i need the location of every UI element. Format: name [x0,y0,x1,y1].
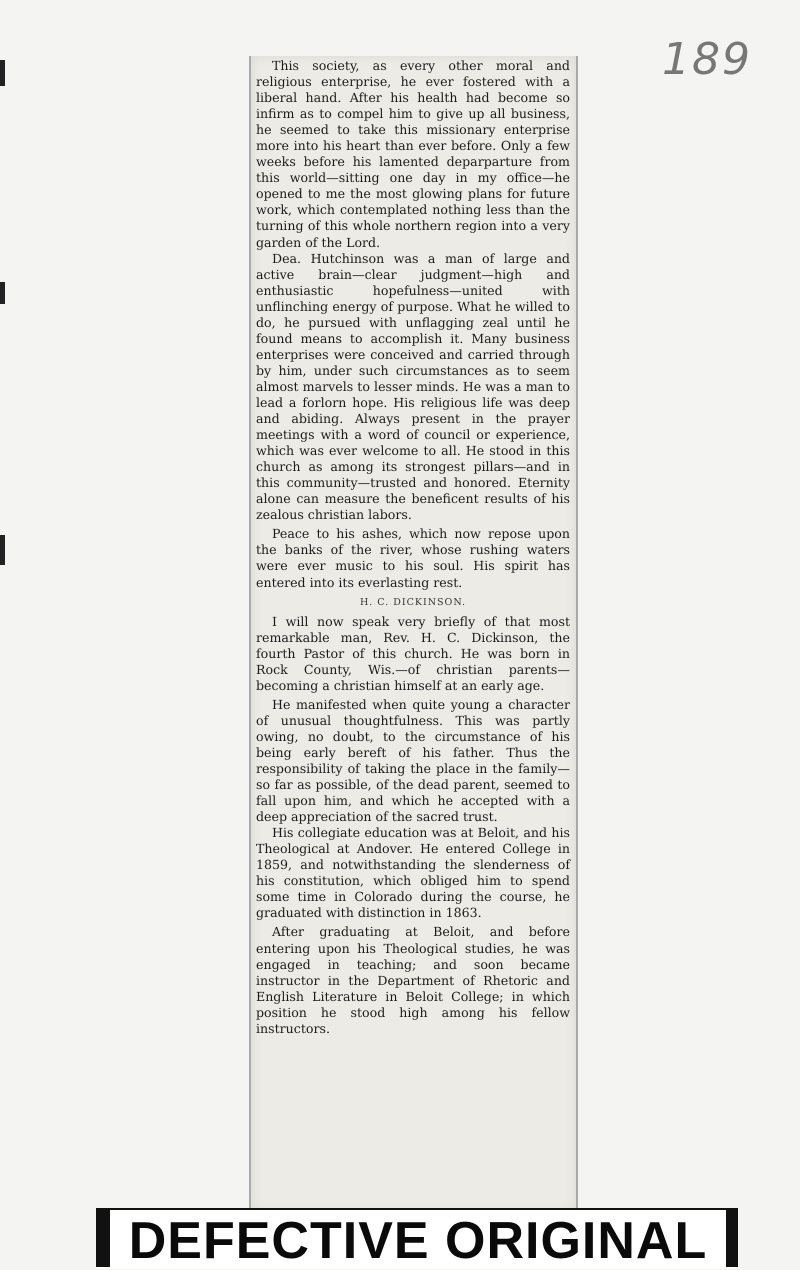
stamp-edge-left [96,1208,110,1267]
paragraph: After graduating at Beloit, and before entering upon his Theological studies, he was engaged in teaching; and soon became instructor in the Department of Rhetoric and English Literature in Beloit College; in which position he stood high among his fellow instructors. [256,924,570,1036]
scan-edge-mark [0,282,5,304]
scan-edge-mark [0,535,5,565]
scan-edge-mark [0,60,5,86]
paragraph: He manifested when quite young a character of unusual thoughtfulness. This was partly owing, no doubt, to the circumstance of his being early bereft of his father. Thus the responsibility of taking the place in the family—so far as possible, of the dead parent, seemed to fall upon him, and which he accepted with a deep appreciation of the sacred trust. [256,696,570,825]
stamp-edge-right [726,1208,738,1267]
paragraph: Peace to his ashes, which now repose upon the banks of the river, whose rushing waters were ever music to his soul. His spirit has entered into its everlasting rest. [256,526,570,590]
paragraph: His collegiate education was at Beloit, and his Theological at Andover. He entered College in 1859, and notwithstanding the slenderness of his constitution, which obliged him to spend some time in Colorado during the course, he graduated with distinction in 1863. [256,825,570,921]
stamp-label: DEFECTIVE ORIGINAL [128,1212,708,1270]
paragraph: Dea. Hutchinson was a man of large and active brain—clear judgment—high and enthusiastic hopefulness—united with unflinching energy of purpose. What he willed to do, he pursued with unflagging zeal until he found means to accomplish it. Many business enterprises were conceived and carried through by him, under such circumstances as to seem almost marvels to lesser minds. He was a man to lead a forlorn hope. His religious life was deep and abiding. Always present in the prayer meetings with a word of council or experience, which was ever welcome to all. He stood in this church as among its strongest pillars—and in this community—trusted and honored. Eternity alone can measure the beneficent results of his zealous christian labors. [256,250,570,523]
section-heading: H. C. DICKINSON. [359,596,467,608]
article-text [256,58,570,1037]
paragraph: I will now speak very briefly of that most remarkable man, Rev. H. C. Dickinson, the fourth Pastor of this church. He was born in Rock County, Wis.—of christian parents—becoming a christian himself at an early age. [256,613,570,693]
handwritten-page-number: 189 [662,34,752,85]
paragraph: This society, as every other moral and religious enterprise, he ever fostered with a liberal hand. After his health had become so infirm as to compel him to give up all business, he seemed to take this missionary enterprise more into his heart than ever before. Only a few weeks before his lamented deparparture from this world—sitting one day in my office—he opened to me the most glowing plans for future work, which contemplated nothing less than the turning of this whole northern region into a very garden of the Lord. [256,58,570,250]
